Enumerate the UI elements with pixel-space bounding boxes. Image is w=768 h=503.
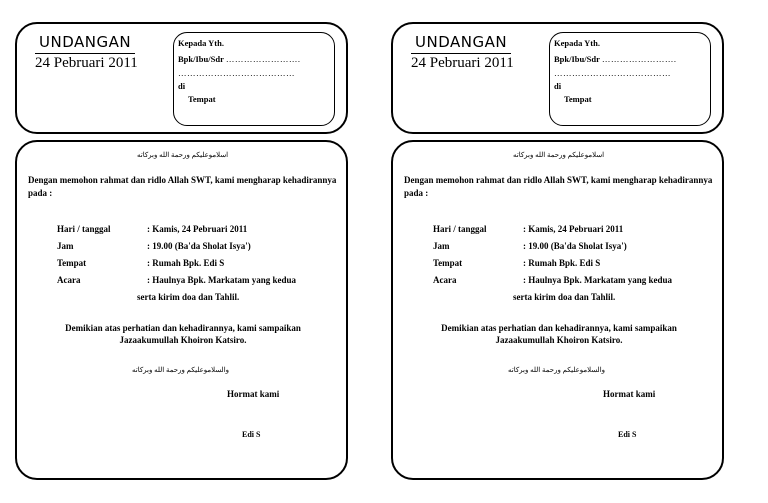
regards-text: Hormat kami: [227, 389, 280, 399]
detail-value: : Kamis, 24 Pebruari 2011: [523, 224, 624, 234]
detail-label: Acara: [57, 275, 81, 285]
detail-value: : Kamis, 24 Pebruari 2011: [147, 224, 248, 234]
detail-label: Tempat: [57, 258, 87, 268]
recipient-label: Bpk/Ibu/Sdr: [178, 54, 224, 64]
signature-name: Edi S: [618, 430, 637, 439]
arabic-closing: والسلاموعليكم ورحمة الله وبركاته: [132, 366, 230, 374]
closing-line-2: Jazaakumullah Khoiron Katsiro.: [495, 335, 623, 345]
arabic-greeting: اسلاموعليكم ورحمة الله وبركاته: [137, 151, 229, 159]
detail-row-date: [433, 224, 623, 234]
closing-line-2: Jazaakumullah Khoiron Katsiro.: [119, 335, 247, 345]
detail-value: : Rumah Bpk. Edi S: [523, 258, 601, 268]
closing-text: [403, 322, 715, 346]
closing-text: [27, 322, 339, 346]
invitation-body-right: [391, 140, 724, 480]
detail-row-date: [57, 224, 247, 234]
detail-label: Hari / tanggal: [57, 224, 111, 234]
recipient-dots-line: …………………………………: [554, 68, 671, 78]
regards-text: Hormat kami: [603, 389, 656, 399]
arabic-greeting: اسلاموعليكم ورحمة الله وبركاته: [513, 151, 605, 159]
signature-name: Edi S: [242, 430, 261, 439]
invitation-header-right: [391, 22, 724, 134]
to-line: Kepada Yth.: [178, 38, 224, 48]
detail-value: : 19.00 (Ba'da Sholat Isya'): [523, 241, 627, 251]
invitation-body-left: [15, 140, 348, 480]
di-label: di: [178, 81, 186, 91]
recipient-line: [554, 54, 676, 64]
recipient-dots-line: …………………………………: [178, 68, 295, 78]
invitation-date: 24 Pebruari 2011: [411, 55, 514, 71]
event-continuation: serta kirim doa dan Tahlil.: [137, 292, 240, 302]
event-continuation: serta kirim doa dan Tahlil.: [513, 292, 616, 302]
invitation-header-left: [15, 22, 348, 134]
di-label: di: [554, 81, 562, 91]
address-box: [173, 32, 335, 126]
recipient-line: [178, 54, 300, 64]
detail-row-time: [57, 241, 251, 251]
opening-text: Dengan memohon rahmat dan ridlo Allah SWT, kami mengharap kehadirannya pada :: [404, 175, 713, 198]
detail-value: : Haulnya Bpk. Markatam yang kedua: [523, 275, 673, 285]
closing-line-1: Demikian atas perhatian dan kehadirannya, kami sampaikan: [441, 323, 677, 333]
detail-label: Jam: [57, 241, 74, 251]
arabic-closing: والسلاموعليكم ورحمة الله وبركاته: [508, 366, 606, 374]
detail-label: Tempat: [433, 258, 463, 268]
title-underline: [411, 53, 511, 54]
recipient-label: Bpk/Ibu/Sdr: [554, 54, 600, 64]
place-label: Tempat: [564, 94, 592, 104]
invitation-date: 24 Pebruari 2011: [35, 55, 138, 71]
place-label: Tempat: [188, 94, 216, 104]
detail-row-place: [57, 258, 224, 268]
detail-value: : Rumah Bpk. Edi S: [147, 258, 225, 268]
detail-row-event: [57, 275, 296, 285]
invitation-title: UNDANGAN: [39, 33, 132, 51]
recipient-dots: …………………….: [225, 54, 301, 64]
detail-label: Jam: [433, 241, 450, 251]
title-underline: [35, 53, 135, 54]
invitation-title: UNDANGAN: [415, 33, 508, 51]
address-box: [549, 32, 711, 126]
opening-text: Dengan memohon rahmat dan ridlo Allah SWT, kami mengharap kehadirannya pada :: [28, 175, 337, 198]
recipient-dots: …………………….: [601, 54, 677, 64]
detail-value: : Haulnya Bpk. Markatam yang kedua: [147, 275, 297, 285]
detail-value: : 19.00 (Ba'da Sholat Isya'): [147, 241, 251, 251]
detail-label: Acara: [433, 275, 457, 285]
closing-line-1: Demikian atas perhatian dan kehadirannya, kami sampaikan: [65, 323, 301, 333]
detail-row-time: [433, 241, 627, 251]
to-line: Kepada Yth.: [554, 38, 600, 48]
detail-row-place: [433, 258, 600, 268]
detail-label: Hari / tanggal: [433, 224, 487, 234]
detail-row-event: [433, 275, 672, 285]
